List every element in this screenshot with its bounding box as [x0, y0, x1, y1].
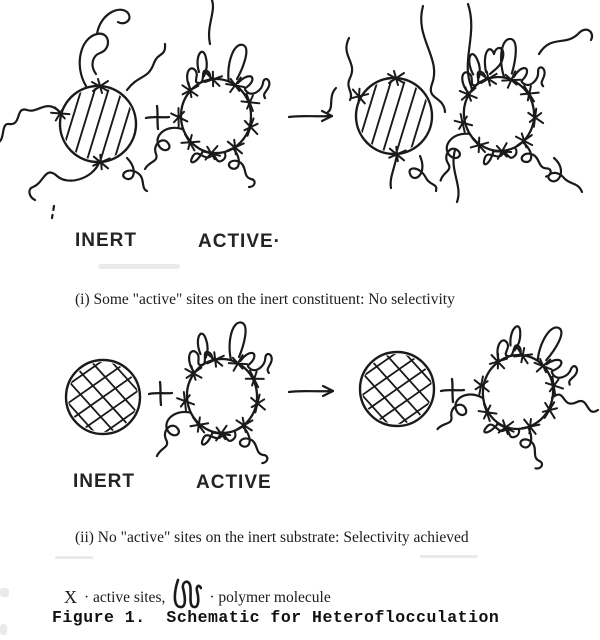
scan-smudge — [98, 264, 180, 269]
row1-plus-icon — [146, 106, 169, 129]
legend — [64, 576, 331, 607]
legend-active-sites-label: · active sites, — [84, 589, 166, 606]
row2-inert-label: INERT — [73, 471, 135, 492]
scan-smudge — [0, 588, 9, 597]
row1-caption: (i) Some "active" sites on the inert constituent: No selectivity — [75, 291, 455, 308]
polymer-squiggle-icon — [172, 576, 202, 612]
legend-x-symbol: X — [64, 587, 77, 607]
row2-plus-icon — [149, 382, 172, 405]
row2-result-inert-particle — [344, 336, 450, 442]
row2-active-label: ACTIVE — [196, 472, 272, 493]
figure-caption: Figure 1. Schematic for Heteroflocculation — [52, 608, 500, 627]
row1-inert-label: INERT — [75, 230, 137, 251]
row2-active-particle — [144, 320, 283, 474]
row1-inert-particle — [0, 10, 165, 218]
row2-caption: (ii) No "active" sites on the inert substrate: Selectivity achieved — [75, 529, 469, 546]
row2-inert-particle — [50, 344, 156, 450]
scan-smudge — [55, 556, 93, 559]
row1-floc-aggregate — [328, 4, 592, 202]
row1-arrow-icon — [289, 111, 332, 121]
legend-polymer-label: · polymer molecule — [209, 589, 331, 606]
scan-smudge — [0, 624, 7, 635]
row1-active-label: ACTIVE· — [198, 231, 281, 252]
row1-active-particle — [145, 0, 269, 187]
scan-smudge — [420, 555, 478, 558]
row2-arrow-icon — [289, 386, 333, 396]
